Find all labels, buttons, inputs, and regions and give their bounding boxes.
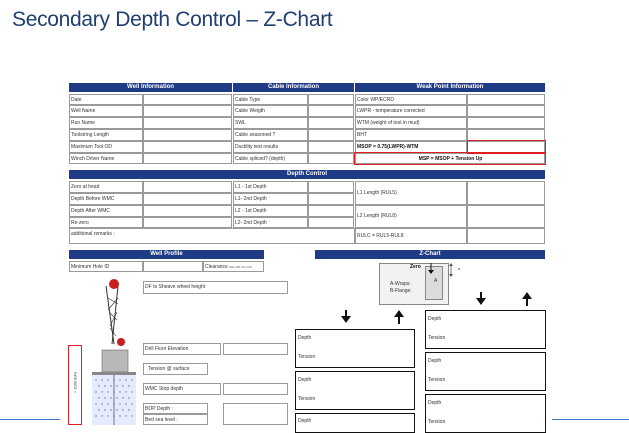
drill-floor-elevation[interactable]: Drill Floor Elevation — [143, 343, 221, 355]
weak-point-value[interactable] — [467, 117, 545, 129]
cable-info-label: Cable Type — [233, 94, 308, 105]
depth-control-label: Depth Before WMC — [69, 193, 143, 205]
depth-control-value[interactable] — [308, 205, 354, 217]
well-info-label: Date — [69, 94, 143, 105]
well-info-label: Toolstring Length — [69, 129, 143, 141]
depth-control-value[interactable] — [467, 181, 545, 205]
depth-label: Depth — [428, 358, 442, 364]
rulc-label: RULC = RUL5-RUL8 — [355, 228, 467, 244]
depth-control-label: Depth After WMC — [69, 205, 143, 217]
weak-point-label: BHT — [355, 129, 467, 141]
cable-info-value[interactable] — [308, 105, 354, 117]
footer-line-left — [0, 419, 60, 420]
rulc-value[interactable] — [467, 228, 545, 244]
bop-depth[interactable]: BOP Depth : — [143, 403, 208, 414]
msp-total: MSP = MSOP + Tension Up — [355, 153, 545, 164]
profile-value-box[interactable] — [223, 343, 288, 355]
depth-control-value[interactable] — [143, 205, 232, 217]
depth-control-label: Re-zero — [69, 217, 143, 228]
depth-label: Depth — [428, 400, 442, 406]
weak-point-label: Color WP/ECRD — [355, 94, 467, 105]
clearance-text: Clearance — [205, 264, 228, 270]
z-chart-entry-box[interactable] — [295, 371, 415, 410]
zero-arrow-icon — [426, 263, 436, 275]
weak-point-value[interactable] — [467, 105, 545, 117]
weak-point-header: Weak Point Information — [355, 83, 545, 92]
profile-value-box[interactable] — [223, 403, 288, 425]
well-info-value[interactable] — [143, 141, 232, 153]
cable-info-value[interactable] — [308, 153, 354, 164]
min-hole-label: Minimum Hole ID — [69, 261, 143, 272]
depth-control-label: L1 Length (RUL5) — [355, 181, 467, 205]
clearance-note: Max OD Tool OD — [229, 265, 252, 269]
depth-control-label: Zero at head — [69, 181, 143, 193]
depth-control-value[interactable] — [308, 193, 354, 205]
depth-control-label: L2 - 1st Depth — [233, 205, 308, 217]
well-info-label: Well Name — [69, 105, 143, 117]
depth-control-header: Depth Control — [69, 170, 545, 179]
well-info-header: Well Information — [69, 83, 232, 92]
df-sheave-height[interactable]: DF to Sheave wheel height — [143, 281, 288, 294]
clearance-label — [203, 261, 264, 272]
msop-formula: MSOP = 0.75(LWPR)-WTM — [355, 141, 467, 153]
well-info-label: Run Name — [69, 117, 143, 129]
cable-info-label: SWL — [233, 117, 308, 129]
depth-control-value[interactable] — [143, 181, 232, 193]
well-info-value[interactable] — [143, 105, 232, 117]
up-arrow-icon — [521, 292, 533, 306]
well-info-label: Maximum Tool OD — [69, 141, 143, 153]
tension-surface[interactable]: Tension @ surface — [143, 363, 208, 375]
z-chart-entry-box[interactable] — [425, 394, 546, 433]
drum-b-label: B — [458, 267, 461, 271]
depth-label: Depth — [298, 335, 312, 341]
cable-info-header: Cable Information — [233, 83, 354, 92]
z-chart-header: Z-Chart — [315, 250, 545, 259]
well-info-value[interactable] — [143, 117, 232, 129]
page-title: Secondary Depth Control – Z-Chart — [12, 8, 333, 31]
well-info-value[interactable] — [143, 153, 232, 164]
cable-info-value[interactable] — [308, 117, 354, 129]
wmc-stop-depth[interactable]: WMC Stop depth — [143, 383, 221, 395]
well-profile-header: Well Profile — [69, 250, 264, 259]
additional-remarks[interactable]: additional remarks : — [69, 228, 355, 244]
msp-total-highlight — [354, 152, 546, 165]
depth-control-label: L2- 2nd Depth — [233, 217, 308, 228]
footer-line-right — [552, 419, 629, 420]
tension-label: Tension — [298, 396, 316, 402]
depth-label: Depth — [298, 418, 312, 424]
weak-point-label: WTM (weight of tool in mud) — [355, 117, 467, 129]
depth-control-label: L1 - 1st Depth — [233, 181, 308, 193]
well-info-label: Winch Driver Name — [69, 153, 143, 164]
depth-control-value[interactable] — [467, 205, 545, 228]
cable-info-value[interactable] — [308, 141, 354, 153]
weak-point-label: LWPR - temperature corrected — [355, 105, 467, 117]
min-hole-value[interactable] — [143, 261, 203, 272]
well-info-value[interactable] — [143, 94, 232, 105]
b-flange-label: B-Flange: — [390, 288, 412, 294]
depth-control-value[interactable] — [308, 217, 354, 228]
down-arrow-icon — [340, 310, 352, 324]
cable-info-label: Cable seasoned ? — [233, 129, 308, 141]
z-chart-entry-box[interactable] — [295, 413, 415, 433]
sea-level[interactable]: Bed sea level : — [143, 414, 208, 425]
cable-info-value[interactable] — [308, 94, 354, 105]
depth-scale-note: + 2000 lb/hr — [72, 371, 78, 394]
depth-control-label: L2 Length (RUL8) — [355, 205, 467, 228]
z-chart-entry-box[interactable] — [425, 310, 546, 349]
z-chart-entry-box[interactable] — [425, 352, 546, 391]
depth-control-label: L1- 2nd Depth — [233, 193, 308, 205]
zero-label: Zero — [410, 264, 421, 270]
weak-point-value[interactable] — [467, 94, 545, 105]
depth-label: Depth — [298, 377, 312, 383]
profile-value-box[interactable] — [223, 383, 288, 395]
depth-control-value[interactable] — [308, 181, 354, 193]
cable-info-label: Cable Weigth — [233, 105, 308, 117]
z-chart-entry-box[interactable] — [295, 329, 415, 368]
depth-control-value[interactable] — [143, 193, 232, 205]
tension-label: Tension — [428, 335, 446, 341]
down-arrow-icon — [475, 292, 487, 306]
cable-info-label: Cable spliced? (depth) — [233, 153, 308, 164]
well-info-value[interactable] — [143, 129, 232, 141]
a-wraps-label: A-Wraps: — [390, 281, 411, 287]
up-arrow-icon — [393, 310, 405, 324]
cable-info-label: Ductility test results — [233, 141, 308, 153]
tension-label: Tension — [428, 419, 446, 425]
cable-info-value[interactable] — [308, 129, 354, 141]
depth-label: Depth — [428, 316, 442, 322]
tension-label: Tension — [428, 377, 446, 383]
depth-control-value[interactable] — [143, 217, 232, 228]
drum-a-label: A — [434, 278, 438, 284]
tension-label: Tension — [298, 354, 316, 360]
drum-bracket-icon — [448, 263, 461, 277]
